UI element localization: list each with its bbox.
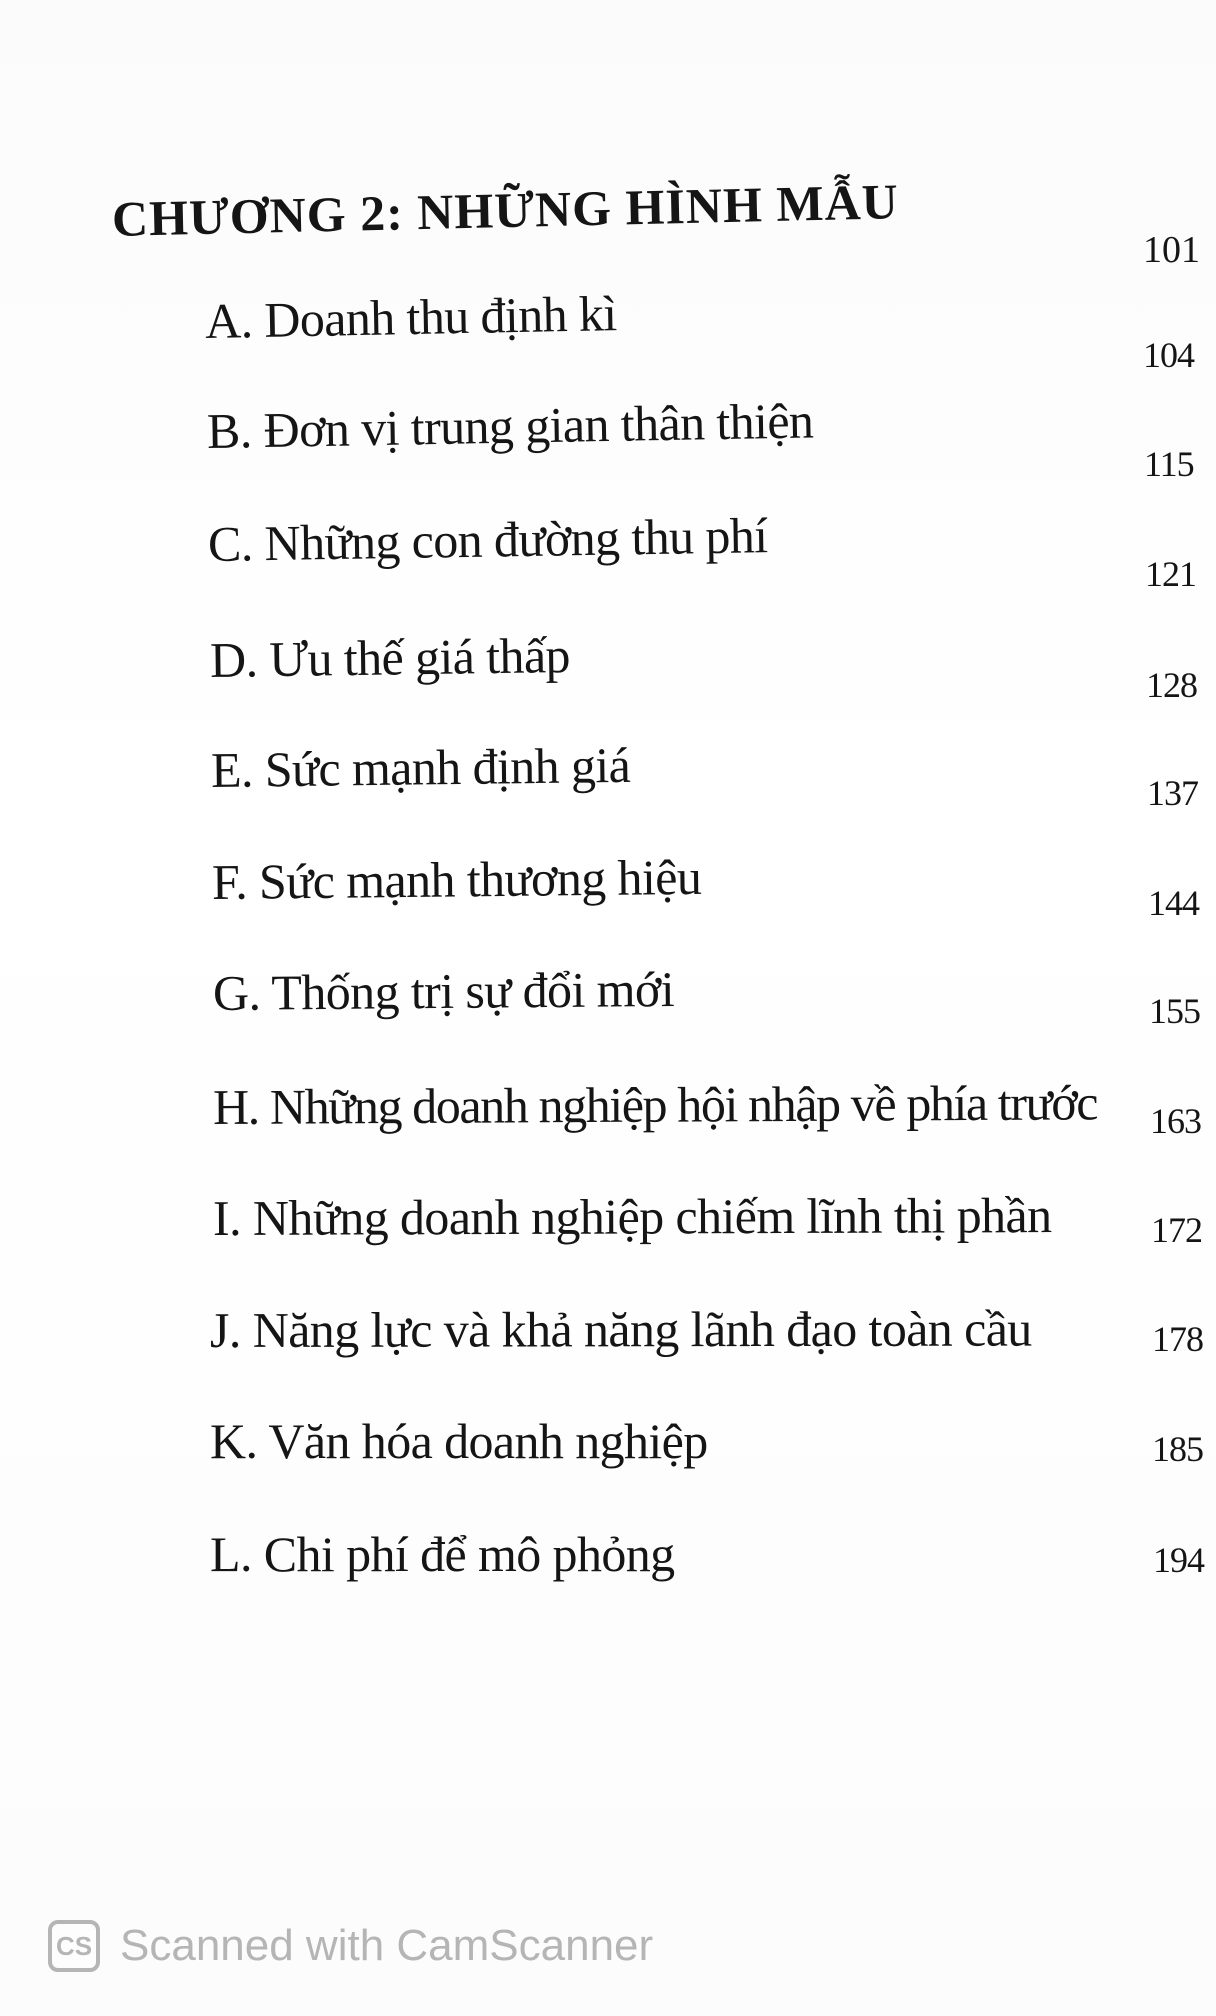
toc-entry-page: 163 — [1150, 1101, 1201, 1141]
toc-entry-label: J. Năng lực và khả năng lãnh đạo toàn cầu — [209, 1300, 1032, 1358]
toc-entry-label: I. Những doanh nghiệp chiếm lĩnh thị phần — [212, 1187, 1052, 1246]
chapter-title: CHƯƠNG 2: NHỮNG HÌNH MẪU — [111, 173, 900, 247]
toc-entry-page: 137 — [1147, 773, 1198, 813]
toc-entry-label: B. Đơn vị trung gian thân thiện — [206, 392, 814, 459]
toc-entry-label: G. Thống trị sự đổi mới — [212, 960, 675, 1021]
toc-entry-page: 155 — [1149, 991, 1200, 1031]
toc-entry-label: H. Những doanh nghiệp hội nhập về phía trước — [212, 1074, 1098, 1135]
toc-entry-label: E. Sức mạnh định giá — [210, 736, 631, 798]
toc-entry-page: 104 — [1143, 335, 1194, 375]
toc-entry-page: 128 — [1146, 665, 1197, 705]
toc-entry-page: 115 — [1144, 444, 1194, 484]
toc-entry-label: D. Ưu thế giá thấp — [209, 626, 571, 688]
camscanner-logo-icon: CS — [48, 1920, 100, 1972]
toc-entry-page: 194 — [1153, 1540, 1204, 1580]
toc-entry-label: F. Sức mạnh thương hiệu — [211, 848, 702, 910]
toc-entry-label: K. Văn hóa doanh nghiệp — [210, 1413, 708, 1469]
toc-entry-page: 185 — [1152, 1429, 1203, 1469]
toc-entry-label: L. Chi phí để mô phỏng — [210, 1526, 675, 1582]
chapter-page-number: 101 — [1143, 229, 1200, 271]
toc-entry-page: 144 — [1148, 883, 1199, 923]
camscanner-watermark — [48, 1915, 653, 1977]
toc-entry-label: C. Những con đường thu phí — [207, 507, 768, 572]
toc-entry-label: A. Doanh thu định kì — [204, 285, 618, 349]
toc-entry-page: 178 — [1152, 1319, 1203, 1359]
toc-entry-page: 121 — [1145, 554, 1196, 594]
toc-entry-page: 172 — [1151, 1210, 1202, 1250]
watermark-text: Scanned with CamScanner — [120, 1921, 654, 1970]
